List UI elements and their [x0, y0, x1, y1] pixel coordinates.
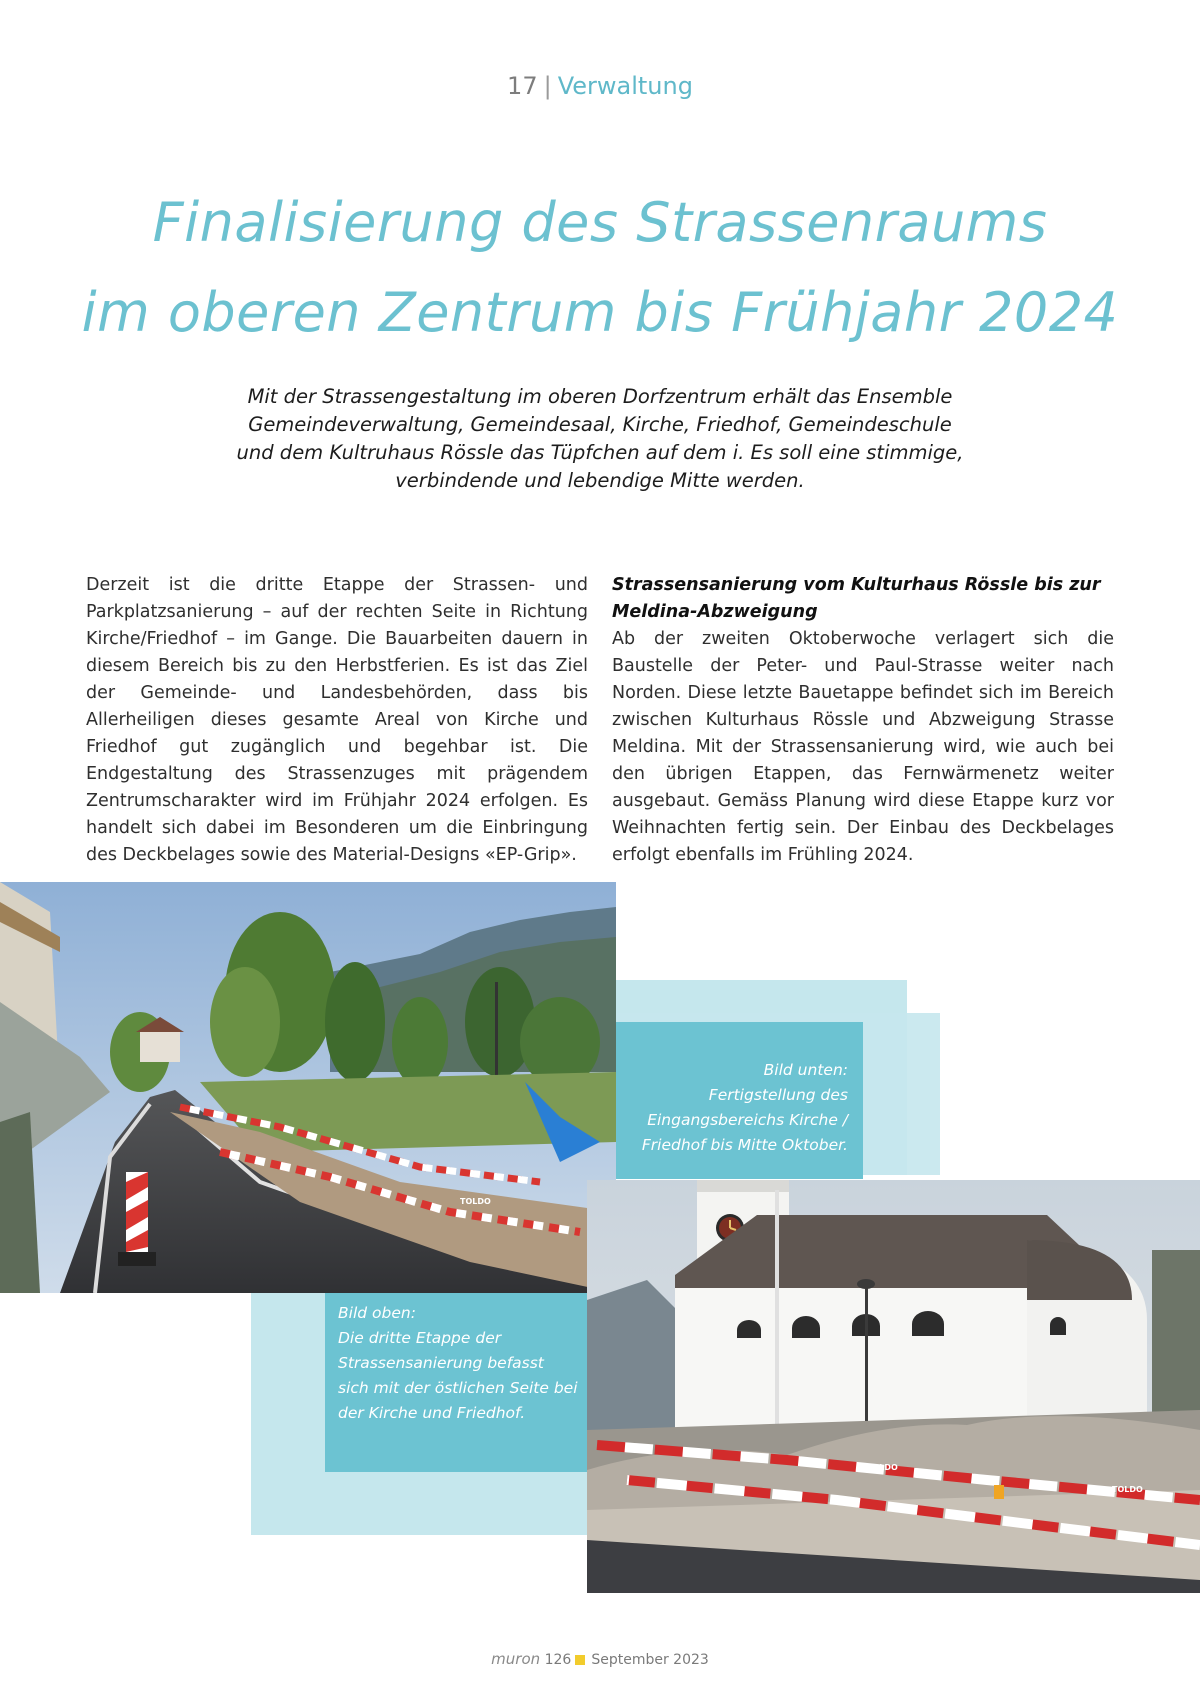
- caption-bottom: [630, 1058, 848, 1158]
- caption-bottom-text: Fertigstellung des Eingangsbereichs Kirche / Friedhof bis Mitte Oktober.: [641, 1086, 848, 1154]
- body-text-left: Derzeit ist die dritte Etappe der Strassen- und Parkplatzsanierung – auf der rechten Seite in Richtung Kirche/Friedhof – im Gange. Die Bauarbeiten dauern in diesem Bereich bis zu den Herbstferien. Es ist das Ziel der Gemeinde- und Landesbehörden, dass bis Allerheiligen dieses gesamte Areal von Kirche und Friedhof gut zugänglich und begehbar ist. Die Endgestaltung des Strassenzuges mit prägendem Zentrumscharakter wird im Frühjahr 2024 erfolgen. Es handelt sich dabei im Besonderen um die Einbringung des Deckbelages sowie des Material-Designs «EP-Grip».: [86, 575, 588, 865]
- body-text-right: [612, 572, 1114, 869]
- footer-square-icon: [575, 1655, 585, 1665]
- barrier-brand-label-3: TOLDO: [1112, 1485, 1143, 1494]
- caption-top-text: Die dritte Etappe der Strassensanierung befasst sich mit der östlichen Seite bei der Kirche und Friedhof.: [338, 1329, 578, 1422]
- article-lead: Mit der Strassengestaltung im oberen Dorfzentrum erhält das Ensemble Gemeindeverwaltung, Gemeindesaal, Kirche, Friedhof, Gemeindeschule und dem Kultruhaus Rössle das Tüpfchen auf dem i. Es soll eine stimmige, verbindende und lebendige Mitte werden.: [236, 385, 964, 492]
- magazine-name: muron: [491, 1650, 541, 1668]
- caption-bottom-label: Bild unten:: [763, 1061, 848, 1079]
- page-header: [0, 72, 1200, 100]
- caption-top: [338, 1301, 578, 1426]
- photo-street-construction: [0, 882, 616, 1293]
- title-line-1: Finalisierung des Strassenraums: [152, 191, 1048, 254]
- caption-top-label: Bild oben:: [338, 1304, 416, 1322]
- barrier-brand-label-2: TOLDO: [867, 1463, 898, 1472]
- issue-date: September 2023: [591, 1652, 709, 1668]
- page-number: 17: [507, 72, 538, 100]
- article-title: [60, 178, 1140, 358]
- barrier-brand-label-1: TOLDO: [460, 1197, 491, 1206]
- page-footer: [0, 1650, 1200, 1668]
- title-line-2: im oberen Zentrum bis Frühjahr 2024: [81, 281, 1119, 344]
- body-text-right-paragraph: Ab der zweiten Oktoberwoche verlagert sich die Baustelle der Peter- und Paul-Strasse weiter nach Norden. Diese letzte Bauetappe befindet sich im Bereich zwischen Kulturhaus Rössle und Abzweigung Strasse Meldina. Mit der Strassensanierung wird, wie auch bei den übrigen Etappen, das Fernwärmenetz weiter ausgebaut. Gemäss Planung wird diese Etappe kurz vor Weihnachten fertig sein. Der Einbau des Deckbelages erfolgt ebenfalls im Frühling 2024.: [612, 629, 1114, 865]
- header-separator: |: [543, 72, 552, 100]
- subheading: Strassensanierung vom Kulturhaus Rössle bis zur Meldina-Abzweigung: [612, 575, 1101, 622]
- section-name: Verwaltung: [557, 72, 693, 100]
- issue-number: 126: [544, 1652, 572, 1668]
- photo-church-entrance: [587, 1180, 1200, 1593]
